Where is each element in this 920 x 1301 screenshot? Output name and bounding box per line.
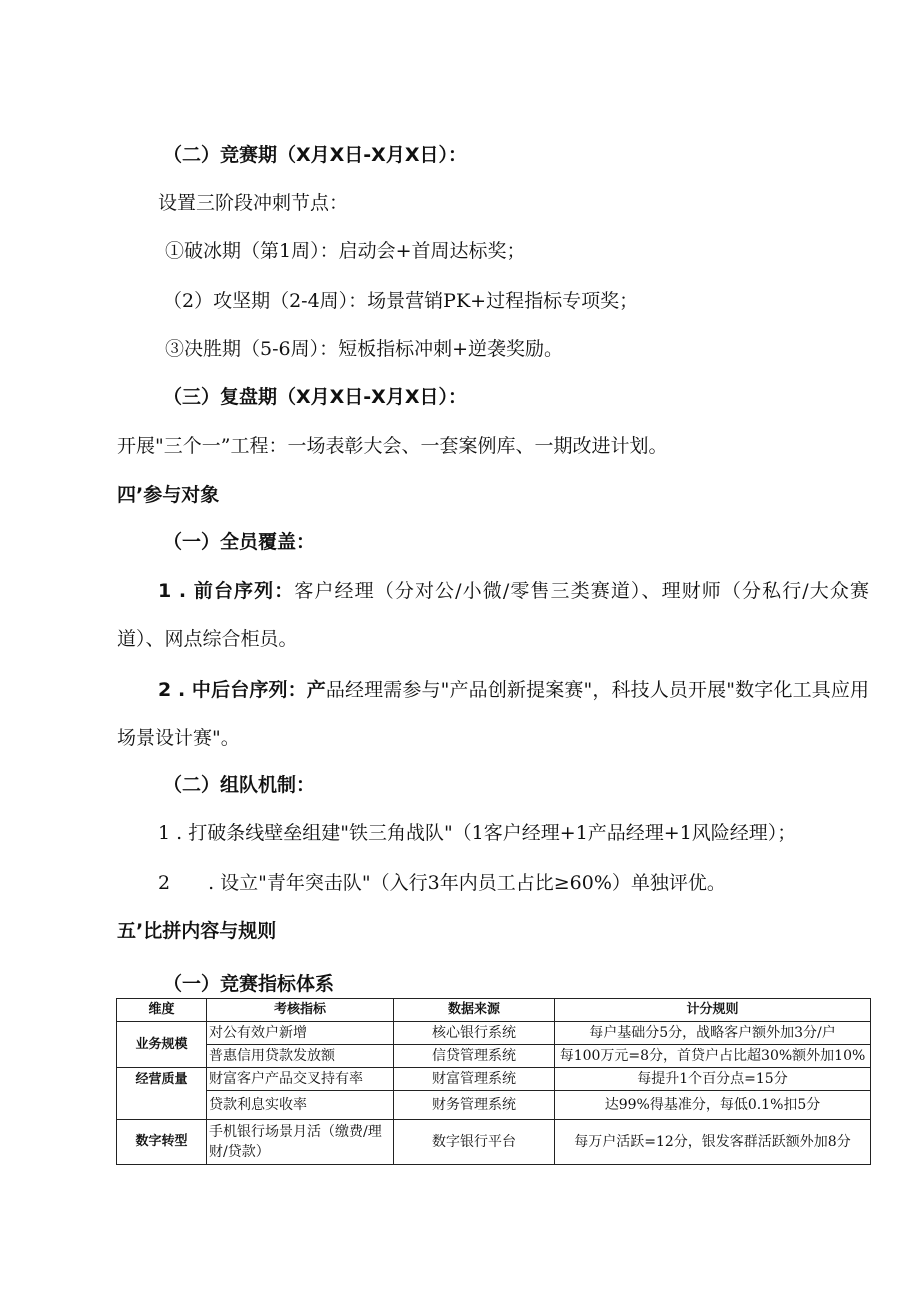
rule-cell: 每万户活跃=12分，银发客群活跃额外加8分 bbox=[555, 1120, 871, 1165]
rules-heading: 五’比拼内容与规则 bbox=[117, 920, 277, 942]
rule-cell: 达99%得基准分，每低0.1%扣5分 bbox=[555, 1091, 871, 1120]
indicator-cell: 财富客户产品交叉持有率 bbox=[207, 1068, 394, 1091]
mid-office-label: 2 . 中后台序列：产 bbox=[158, 679, 326, 701]
stage-1: ①破冰期（第1周）：启动会+首周达标奖； bbox=[165, 240, 526, 262]
participants-heading: 四’参与对象 bbox=[117, 484, 220, 506]
team-item-1: 1 . 打破条线壁垒组建"铁三角战队"（1客户经理+1产品经理+1风险经理）； bbox=[158, 822, 797, 844]
review-text: 开展"三个一”工程：一场表彰大会、一套案例库、一期改进计划。 bbox=[117, 435, 668, 457]
team-item-2: 2 . 设立"青年突击队"（入行3年内员工占比≥60%）单独评优。 bbox=[158, 872, 726, 894]
full-coverage-heading: （一）全员覆盖： bbox=[163, 531, 316, 553]
indicator-cell: 普惠信用贷款发放额 bbox=[207, 1045, 394, 1068]
rule-cell: 每户基础分5分，战略客户额外加3分/户 bbox=[555, 1022, 871, 1045]
table-header-row bbox=[117, 999, 871, 1022]
dimension-cell: 业务规模 bbox=[117, 1022, 207, 1068]
rule-cell: 每提升1个百分点=15分 bbox=[555, 1068, 871, 1091]
team-mechanism-heading: （二）组队机制： bbox=[163, 774, 316, 796]
table-row bbox=[117, 1068, 871, 1091]
mid-office-paragraph bbox=[117, 666, 869, 762]
source-cell: 财务管理系统 bbox=[394, 1091, 555, 1120]
front-office-label: 1 . 前台序列： bbox=[158, 580, 295, 602]
header-indicator: 考核指标 bbox=[207, 999, 394, 1022]
table-row bbox=[117, 1045, 871, 1068]
header-source: 数据来源 bbox=[394, 999, 555, 1022]
competition-period-heading: （二）竞赛期（X月X日-X月X日）： bbox=[163, 144, 467, 166]
indicator-table bbox=[116, 998, 871, 1165]
source-cell: 信贷管理系统 bbox=[394, 1045, 555, 1068]
table-row bbox=[117, 1022, 871, 1045]
dimension-cell: 数字转型 bbox=[117, 1120, 207, 1165]
header-scoring: 计分规则 bbox=[555, 999, 871, 1022]
indicator-system-heading: （一）竞赛指标体系 bbox=[163, 973, 335, 995]
source-cell: 数字银行平台 bbox=[394, 1120, 555, 1165]
indicator-cell: 对公有效户新增 bbox=[207, 1022, 394, 1045]
indicator-cell: 手机银行场景月活（缴费/理财/贷款） bbox=[207, 1120, 394, 1165]
source-cell: 核心银行系统 bbox=[394, 1022, 555, 1045]
stage-2: （2）攻坚期（2-4周）：场景营销PK+过程指标专项奖； bbox=[163, 290, 639, 312]
header-dimension: 维度 bbox=[117, 999, 207, 1022]
table-row bbox=[117, 1120, 871, 1165]
review-period-heading: （三）复盘期（X月X日-X月X日）： bbox=[163, 386, 467, 408]
mid-office-text: 品经理需参与"产品创新提案赛"，科技人员开展"数字化工具应用场景设计赛"。 bbox=[117, 679, 869, 749]
table-row bbox=[117, 1091, 871, 1120]
source-cell: 财富管理系统 bbox=[394, 1068, 555, 1091]
front-office-paragraph bbox=[117, 567, 869, 663]
front-office-text: 客户经理（分对公/小微/零售三类赛道）、理财师（分私行/大众赛道）、网点综合柜员。 bbox=[117, 580, 869, 650]
rule-cell: 每100万元=8分，首贷户占比超30%额外加10% bbox=[555, 1045, 871, 1068]
three-stage-intro: 设置三阶段冲刺节点： bbox=[158, 192, 349, 214]
stage-3: ③决胜期（5-6周）：短板指标冲刺+逆袭奖励。 bbox=[165, 338, 564, 360]
dimension-cell: 经营质量 bbox=[117, 1068, 207, 1120]
indicator-cell: 贷款利息实收率 bbox=[207, 1091, 394, 1120]
